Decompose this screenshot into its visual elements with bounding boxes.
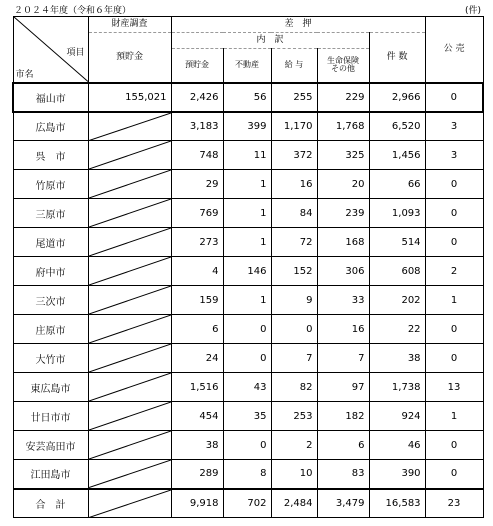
table-row bbox=[13, 431, 483, 460]
seimei-cell: 229 bbox=[317, 83, 369, 112]
yochokin-cell: 3,183 bbox=[171, 112, 223, 141]
total-row bbox=[13, 489, 483, 518]
kyuyo-header: 給 与 bbox=[271, 49, 317, 83]
yochokin-cell: 1,516 bbox=[171, 373, 223, 402]
zaisan-empty-cell bbox=[88, 257, 171, 286]
kensu-cell: 22 bbox=[369, 315, 425, 344]
seimei-cell: 6 bbox=[317, 431, 369, 460]
table-row bbox=[13, 257, 483, 286]
header-corner-cell bbox=[13, 17, 88, 83]
total-seimei-cell: 3,479 bbox=[317, 489, 369, 518]
fudosan-header: 不動産 bbox=[223, 49, 271, 83]
fudosan-cell: 1 bbox=[223, 228, 271, 257]
table-row bbox=[13, 286, 483, 315]
kobai-cell: 3 bbox=[425, 112, 483, 141]
seimei-cell: 306 bbox=[317, 257, 369, 286]
city-name-cell: 大竹市 bbox=[13, 344, 88, 373]
unit-caption: (件) bbox=[464, 6, 481, 16]
seimei-cell: 325 bbox=[317, 141, 369, 170]
fudosan-cell: 56 bbox=[223, 83, 271, 112]
city-name-cell: 広島市 bbox=[13, 112, 88, 141]
kobai-cell: 13 bbox=[425, 373, 483, 402]
total-kensu-cell: 16,583 bbox=[369, 489, 425, 518]
total-fudosan-cell: 702 bbox=[223, 489, 271, 518]
table-row bbox=[13, 344, 483, 373]
yochokin-cell: 24 bbox=[171, 344, 223, 373]
kyuyo-cell: 255 bbox=[271, 83, 317, 112]
empty-diagonal bbox=[89, 113, 171, 141]
yochokin-cell: 748 bbox=[171, 141, 223, 170]
table-row bbox=[13, 199, 483, 228]
yochokin-cell: 159 bbox=[171, 286, 223, 315]
city-name-cell: 府中市 bbox=[13, 257, 88, 286]
city-header: 市名 bbox=[15, 69, 34, 80]
kensu-header: 件 数 bbox=[369, 33, 425, 83]
seimei-header: 生命保険 その他 bbox=[317, 49, 369, 83]
kyuyo-cell: 10 bbox=[271, 460, 317, 489]
zaisan-empty-cell bbox=[88, 344, 171, 373]
zaisan-empty-cell bbox=[88, 489, 171, 518]
zaisan-empty-cell bbox=[88, 170, 171, 199]
seimei-cell: 97 bbox=[317, 373, 369, 402]
seimei-cell: 239 bbox=[317, 199, 369, 228]
zaisan-yochokin-header: 預貯金 bbox=[88, 33, 171, 83]
kyuyo-cell: 7 bbox=[271, 344, 317, 373]
city-name-cell: 庄原市 bbox=[13, 315, 88, 344]
zaisan-cell: 155,021 bbox=[88, 83, 171, 112]
seizure-statistics-table bbox=[12, 16, 484, 518]
total-label: 合 計 bbox=[13, 489, 88, 518]
zaisan-empty-cell bbox=[88, 199, 171, 228]
zaisan-empty-cell bbox=[88, 141, 171, 170]
table-row bbox=[13, 460, 483, 489]
seimei-cell: 83 bbox=[317, 460, 369, 489]
empty-diagonal bbox=[89, 402, 171, 430]
empty-diagonal bbox=[89, 286, 171, 314]
kensu-cell: 1,456 bbox=[369, 141, 425, 170]
sashiosae-header: 差 押 bbox=[171, 17, 425, 33]
kensu-cell: 514 bbox=[369, 228, 425, 257]
fudosan-cell: 399 bbox=[223, 112, 271, 141]
total-kobai-cell: 23 bbox=[425, 489, 483, 518]
kobai-cell: 1 bbox=[425, 402, 483, 431]
kensu-cell: 390 bbox=[369, 460, 425, 489]
yochokin-cell: 273 bbox=[171, 228, 223, 257]
kyuyo-cell: 2 bbox=[271, 431, 317, 460]
fudosan-cell: 1 bbox=[223, 170, 271, 199]
kobai-cell: 2 bbox=[425, 257, 483, 286]
fudosan-cell: 0 bbox=[223, 344, 271, 373]
empty-diagonal bbox=[89, 228, 171, 256]
kyuyo-cell: 152 bbox=[271, 257, 317, 286]
kyuyo-cell: 1,170 bbox=[271, 112, 317, 141]
kobai-cell: 0 bbox=[425, 170, 483, 199]
fudosan-cell: 146 bbox=[223, 257, 271, 286]
table-row bbox=[13, 83, 483, 112]
item-header: 項目 bbox=[66, 48, 85, 58]
empty-diagonal bbox=[89, 344, 171, 372]
kyuyo-cell: 84 bbox=[271, 199, 317, 228]
seimei-cell: 168 bbox=[317, 228, 369, 257]
fudosan-cell: 0 bbox=[223, 431, 271, 460]
yochokin-cell: 769 bbox=[171, 199, 223, 228]
table-row bbox=[13, 315, 483, 344]
city-name-cell: 江田島市 bbox=[13, 460, 88, 489]
city-name-cell: 福山市 bbox=[13, 83, 88, 112]
empty-diagonal bbox=[89, 315, 171, 343]
zaisan-header: 財産調査 bbox=[88, 17, 171, 33]
fiscal-year-caption: ２０２４年度（令和６年度） bbox=[14, 6, 132, 16]
zaisan-empty-cell bbox=[88, 315, 171, 344]
seimei-cell: 20 bbox=[317, 170, 369, 199]
table-row bbox=[13, 402, 483, 431]
empty-diagonal bbox=[89, 141, 171, 169]
table-row bbox=[13, 228, 483, 257]
kobai-cell: 1 bbox=[425, 286, 483, 315]
seimei-cell: 182 bbox=[317, 402, 369, 431]
kobai-cell: 0 bbox=[425, 83, 483, 112]
zaisan-empty-cell bbox=[88, 286, 171, 315]
zaisan-empty-cell bbox=[88, 112, 171, 141]
table-row bbox=[13, 170, 483, 199]
kyuyo-cell: 72 bbox=[271, 228, 317, 257]
zaisan-empty-cell bbox=[88, 460, 171, 489]
empty-diagonal bbox=[89, 431, 171, 459]
kensu-cell: 38 bbox=[369, 344, 425, 373]
sub-yochokin-header: 預貯金 bbox=[171, 49, 223, 83]
kensu-cell: 6,520 bbox=[369, 112, 425, 141]
city-name-cell: 安芸高田市 bbox=[13, 431, 88, 460]
fudosan-cell: 1 bbox=[223, 199, 271, 228]
kensu-cell: 608 bbox=[369, 257, 425, 286]
yochokin-cell: 6 bbox=[171, 315, 223, 344]
seimei-cell: 7 bbox=[317, 344, 369, 373]
city-name-cell: 竹原市 bbox=[13, 170, 88, 199]
yochokin-cell: 4 bbox=[171, 257, 223, 286]
total-yochokin-cell: 9,918 bbox=[171, 489, 223, 518]
kobai-cell: 0 bbox=[425, 344, 483, 373]
empty-diagonal bbox=[89, 460, 171, 488]
city-name-cell: 尾道市 bbox=[13, 228, 88, 257]
empty-diagonal bbox=[89, 373, 171, 401]
kobai-cell: 3 bbox=[425, 141, 483, 170]
empty-diagonal bbox=[89, 490, 171, 518]
city-name-cell: 呉 市 bbox=[13, 141, 88, 170]
yochokin-cell: 2,426 bbox=[171, 83, 223, 112]
kyuyo-cell: 372 bbox=[271, 141, 317, 170]
zaisan-empty-cell bbox=[88, 373, 171, 402]
yochokin-cell: 454 bbox=[171, 402, 223, 431]
kensu-cell: 1,093 bbox=[369, 199, 425, 228]
kyuyo-cell: 82 bbox=[271, 373, 317, 402]
seimei-cell: 33 bbox=[317, 286, 369, 315]
table-row bbox=[13, 141, 483, 170]
yochokin-cell: 29 bbox=[171, 170, 223, 199]
kyuyo-cell: 0 bbox=[271, 315, 317, 344]
city-name-cell: 東広島市 bbox=[13, 373, 88, 402]
fudosan-cell: 43 bbox=[223, 373, 271, 402]
fudosan-cell: 8 bbox=[223, 460, 271, 489]
zaisan-empty-cell bbox=[88, 402, 171, 431]
empty-diagonal bbox=[89, 199, 171, 227]
fudosan-cell: 35 bbox=[223, 402, 271, 431]
yochokin-cell: 289 bbox=[171, 460, 223, 489]
seimei-cell: 1,768 bbox=[317, 112, 369, 141]
fudosan-cell: 11 bbox=[223, 141, 271, 170]
city-name-cell: 三次市 bbox=[13, 286, 88, 315]
kobai-cell: 0 bbox=[425, 315, 483, 344]
kobai-header: 公 売 bbox=[425, 17, 483, 83]
kensu-cell: 46 bbox=[369, 431, 425, 460]
fudosan-cell: 0 bbox=[223, 315, 271, 344]
kobai-cell: 0 bbox=[425, 431, 483, 460]
yochokin-cell: 38 bbox=[171, 431, 223, 460]
uchiwake-header: 内 訳 bbox=[171, 33, 369, 49]
empty-diagonal bbox=[89, 257, 171, 285]
total-kyuyo-cell: 2,484 bbox=[271, 489, 317, 518]
kobai-cell: 0 bbox=[425, 460, 483, 489]
fudosan-cell: 1 bbox=[223, 286, 271, 315]
kobai-cell: 0 bbox=[425, 228, 483, 257]
kobai-cell: 0 bbox=[425, 199, 483, 228]
kensu-cell: 2,966 bbox=[369, 83, 425, 112]
kyuyo-cell: 253 bbox=[271, 402, 317, 431]
table-row bbox=[13, 373, 483, 402]
city-name-cell: 三原市 bbox=[13, 199, 88, 228]
kensu-cell: 924 bbox=[369, 402, 425, 431]
seimei-cell: 16 bbox=[317, 315, 369, 344]
table-row bbox=[13, 112, 483, 141]
city-name-cell: 廿日市市 bbox=[13, 402, 88, 431]
zaisan-empty-cell bbox=[88, 228, 171, 257]
zaisan-empty-cell bbox=[88, 431, 171, 460]
kensu-cell: 1,738 bbox=[369, 373, 425, 402]
kyuyo-cell: 9 bbox=[271, 286, 317, 315]
kensu-cell: 66 bbox=[369, 170, 425, 199]
kensu-cell: 202 bbox=[369, 286, 425, 315]
kyuyo-cell: 16 bbox=[271, 170, 317, 199]
empty-diagonal bbox=[89, 170, 171, 198]
